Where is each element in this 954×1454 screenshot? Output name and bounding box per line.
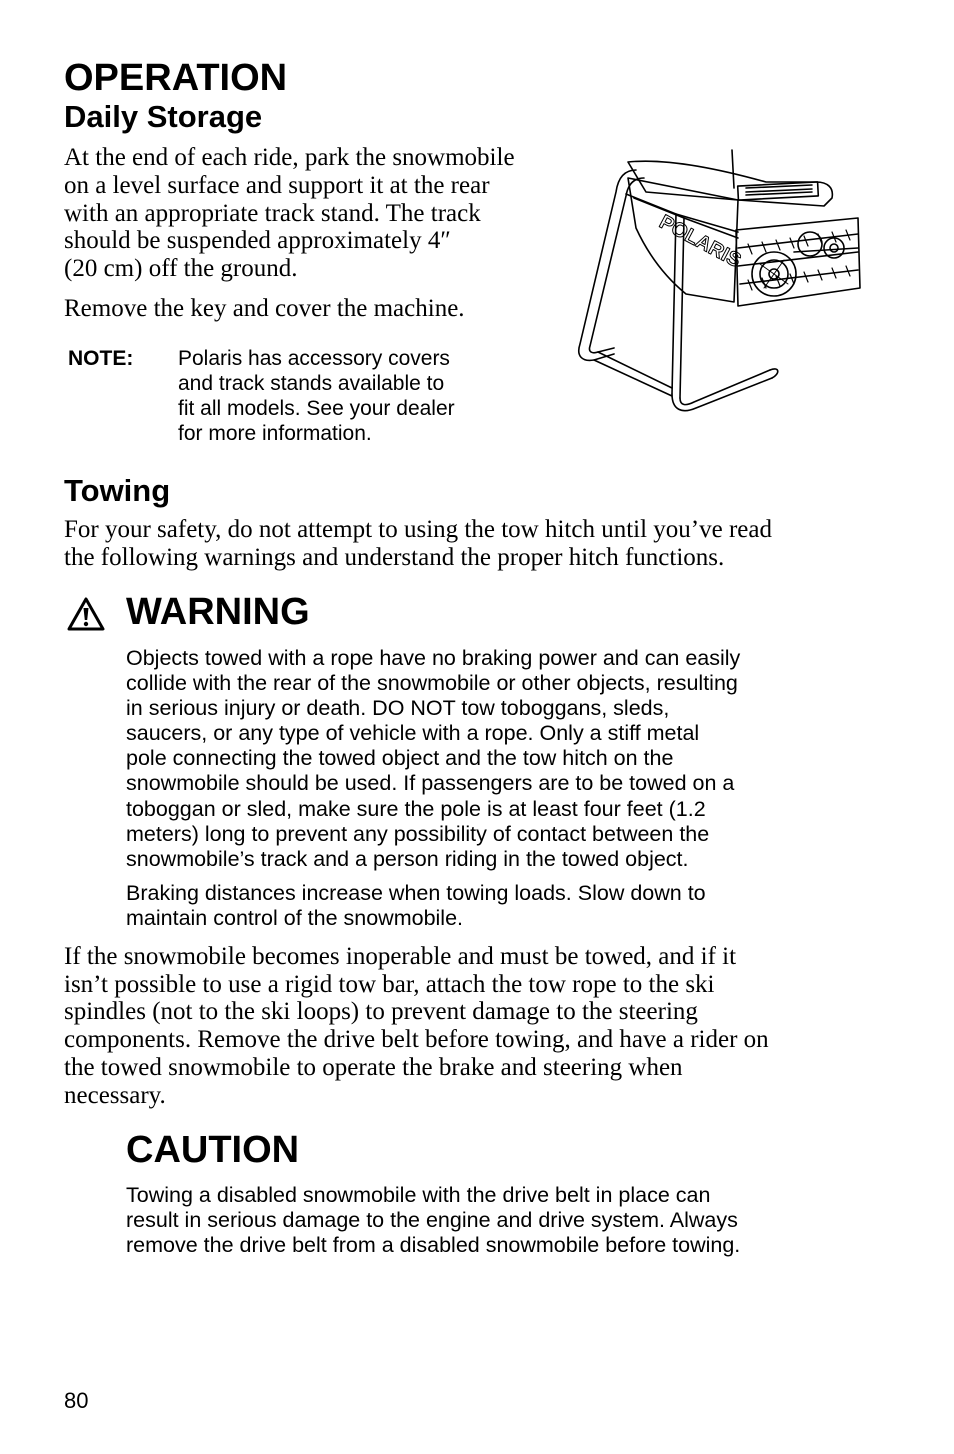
- text-line: meters) long to prevent any possibility of contact between the: [126, 821, 710, 846]
- text-line: If the snowmobile becomes inoperable and must be towed, and if it: [64, 943, 737, 970]
- text-line: Objects towed with a rope have no braking power and can easily: [126, 646, 741, 670]
- polaris-logo: POLARIS: [655, 210, 745, 273]
- text-line: should be suspended approximately 4″: [64, 227, 451, 255]
- section-title: OPERATION: [64, 57, 288, 99]
- caution-paragraph: [126, 1183, 886, 1258]
- warning-braking-paragraph: [126, 881, 886, 931]
- page-number: 80: [64, 1388, 89, 1413]
- text-line: Braking distances increase when towing loads. Slow down to: [126, 881, 706, 905]
- warning-triangle-icon: [66, 596, 106, 632]
- text-line: for more information.: [178, 422, 372, 445]
- caution-heading: CAUTION: [126, 1129, 300, 1171]
- warning-heading: WARNING: [126, 591, 310, 633]
- text-line: the following warnings and understand the proper hitch functions.: [64, 543, 725, 571]
- warning-paragraph: [126, 646, 886, 872]
- text-line: saucers, or any type of vehicle with a rope. Only a stiff metal: [126, 721, 700, 746]
- daily-storage-paragraph: [64, 144, 579, 283]
- text-line: Towing a disabled snowmobile with the drive belt in place can: [126, 1183, 711, 1207]
- text-line: fit all models. See your dealer: [178, 397, 455, 420]
- towing-disabled-paragraph: [64, 943, 884, 1109]
- text-line: components. Remove the drive belt before towing, and have a rider on: [64, 1026, 769, 1054]
- text-line: remove the drive belt from a disabled snowmobile before towing.: [126, 1233, 741, 1258]
- text-line: result in serious damage to the engine and drive system. Always: [126, 1208, 738, 1233]
- towing-heading: Towing: [64, 473, 171, 508]
- text-line: collide with the rear of the snowmobile or other objects, resulting: [126, 671, 738, 696]
- text-line: (20 cm) off the ground.: [64, 255, 298, 283]
- snowmobile-track-stand-illustration: [566, 148, 866, 418]
- text-line: spindles (not to the ski loops) to prevent damage to the steering: [64, 998, 698, 1026]
- remove-key-paragraph: Remove the key and cover the machine.: [64, 295, 465, 322]
- daily-storage-heading: Daily Storage: [64, 99, 263, 134]
- text-line: isn’t possible to use a rigid tow bar, attach the tow rope to the ski: [64, 970, 715, 998]
- text-line: necessary.: [64, 1081, 166, 1109]
- text-line: Polaris has accessory covers: [178, 347, 450, 370]
- text-line: and track stands available to: [178, 372, 445, 395]
- text-line: with an appropriate track stand. The track: [64, 199, 481, 227]
- text-line: toboggan or sled, make sure the pole is at least four feet (1.2: [126, 796, 706, 821]
- text-line: pole connecting the towed object and the tow hitch on the: [126, 746, 674, 771]
- text-line: snowmobile’s track and a person riding in the towed object.: [126, 846, 689, 871]
- note-label: NOTE:: [68, 347, 134, 370]
- text-line: At the end of each ride, park the snowmobile: [64, 144, 515, 171]
- text-line: in serious injury or death. DO NOT tow toboggans, sleds,: [126, 696, 670, 721]
- note-text: [178, 346, 538, 446]
- text-line: maintain control of the snowmobile.: [126, 906, 464, 931]
- text-line: snowmobile should be used. If passengers are to be towed on a: [126, 771, 735, 796]
- text-line: the towed snowmobile to operate the brake and steering when: [64, 1053, 683, 1081]
- towing-intro-paragraph: [64, 516, 884, 571]
- text-line: on a level surface and support it at the rear: [64, 171, 490, 199]
- text-line: For your safety, do not attempt to using the tow hitch until you’ve read: [64, 516, 772, 543]
